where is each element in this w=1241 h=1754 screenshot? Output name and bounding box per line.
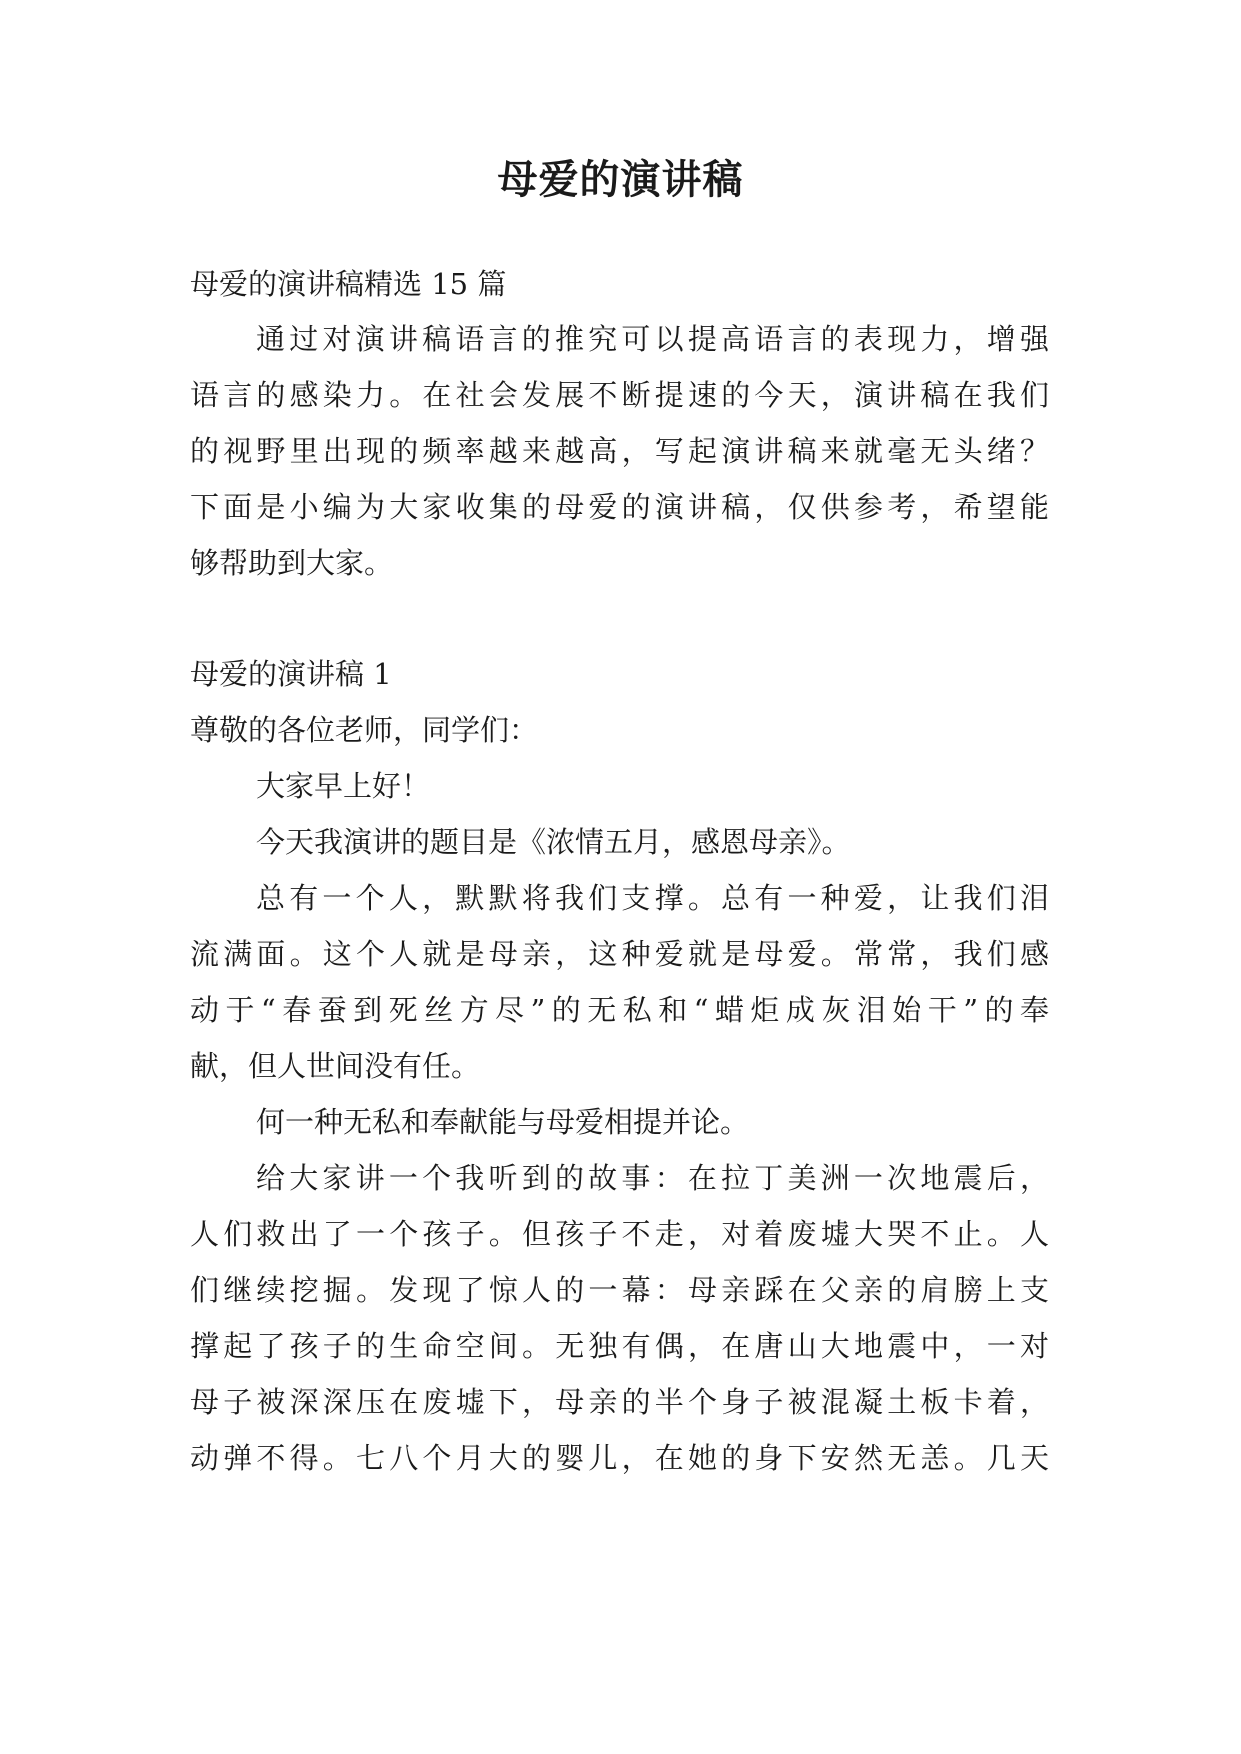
subtitle: 母爱的演讲稿精选 15 篇 <box>190 267 507 301</box>
para1-line-3: 动于“春蚕到死丝方尽”的无私和“蜡炬成灰泪始干”的奉 <box>190 993 1050 1027</box>
salutation: 尊敬的各位老师，同学们： <box>190 713 539 747</box>
intro-line-1: 通过对演讲稿语言的推究可以提高语言的表现力，增强 <box>256 322 1050 356</box>
para3-line-6: 动弹不得。七八个月大的婴儿，在她的身下安然无恙。几天 <box>190 1441 1050 1475</box>
para2: 何一种无私和奉献能与母爱相提并论。 <box>256 1105 750 1139</box>
intro-line-4: 下面是小编为大家收集的母爱的演讲稿，仅供参考，希望能 <box>190 490 1050 524</box>
para3-line-4: 撑起了孩子的生命空间。无独有偶，在唐山大地震中，一对 <box>190 1329 1050 1363</box>
intro-line-2: 语言的感染力。在社会发展不断提速的今天，演讲稿在我们 <box>190 378 1050 412</box>
intro-line-5: 够帮助到大家。 <box>190 546 394 580</box>
para3-line-1: 给大家讲一个我听到的故事：在拉丁美洲一次地震后， <box>256 1161 1050 1195</box>
section-heading: 母爱的演讲稿 1 <box>190 657 392 691</box>
para1-line-4: 献，但人世间没有任。 <box>190 1049 481 1083</box>
document-title: 母爱的演讲稿 <box>497 157 744 203</box>
speech-topic: 今天我演讲的题目是《浓情五月，感恩母亲》。 <box>256 825 851 859</box>
para3-line-3: 们继续挖掘。发现了惊人的一幕：母亲踩在父亲的肩膀上支 <box>190 1273 1050 1307</box>
para3-line-5: 母子被深深压在废墟下，母亲的半个身子被混凝土板卡着， <box>190 1385 1050 1419</box>
para1-line-1: 总有一个人，默默将我们支撑。总有一种爱，让我们泪 <box>256 881 1050 915</box>
intro-line-3: 的视野里出现的频率越来越高，写起演讲稿来就毫无头绪？ <box>190 434 1050 468</box>
para3-line-2: 人们救出了一个孩子。但孩子不走，对着废墟大哭不止。人 <box>190 1217 1050 1251</box>
greeting: 大家早上好！ <box>256 769 431 803</box>
para1-line-2: 流满面。这个人就是母亲，这种爱就是母爱。常常，我们感 <box>190 937 1050 971</box>
